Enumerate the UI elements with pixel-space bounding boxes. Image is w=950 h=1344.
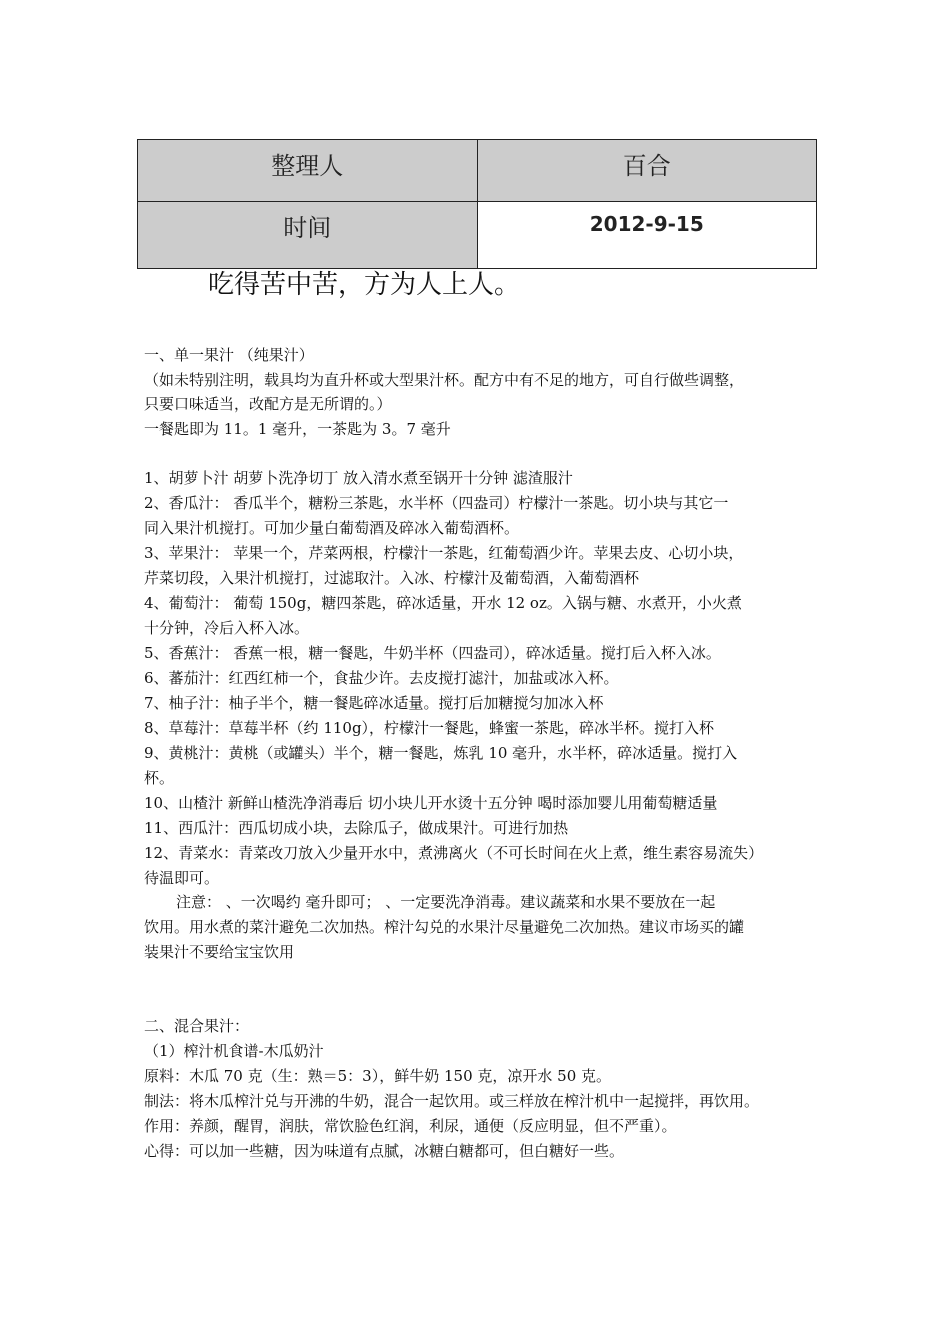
body-line: 只要口味适当，改配方是无所谓的。）	[144, 395, 392, 413]
table-row	[138, 140, 817, 202]
recipe-line: 7、柚子汁：柚子半个，糖一餐匙碎冰适量。搅打后加糖搅匀加冰入杯	[144, 694, 604, 712]
recipe-line: 8、草莓汁：草莓半杯（约 110g），柠檬汁一餐匙，蜂蜜一茶匙，碎冰半杯。搅打入杯	[144, 719, 715, 737]
date-label: 时间	[138, 202, 478, 269]
recipe-line: 6、蕃茄汁：红西红柿一个，食盐少许。去皮搅打滤汁，加盐或冰入杯。	[144, 669, 619, 687]
recipe-title: （1）榨汁机食谱-木瓜奶汁	[144, 1042, 324, 1060]
recipe-line: 4、葡萄汁： 葡萄 150g，糖四茶匙，碎冰适量，开水 12 oz。入锅与糖、水煮开，小火煮	[144, 594, 742, 612]
recipe-line: 2、香瓜汁： 香瓜半个，糖粉三茶匙，水半杯（四盎司）柠檬汁一茶匙。切小块与其它一	[144, 494, 729, 512]
compiler-value: 百合	[477, 140, 817, 202]
recipe-line: 作用：养颜，醒胃，润肤，常饮脸色红润，利尿，通便（反应明显，但不严重）。	[144, 1117, 677, 1135]
body-line: 一餐匙即为 11。1 毫升，一茶匙为 3。7 毫升	[144, 420, 451, 438]
body-line: （如未特别注明，载具均为直升杯或大型果汁杯。配方中有不足的地方，可自行做些调整，	[144, 371, 745, 389]
section-heading-single-juice: 一、单一果汁 （纯果汁）	[144, 346, 314, 364]
table-row	[138, 202, 817, 269]
recipe-line: 10、山楂汁 新鲜山楂洗净消毒后 切小块儿开水烫十五分钟 喝时添加婴儿用葡萄糖适量	[144, 794, 718, 812]
recipe-line: 9、黄桃汁：黄桃（或罐头）半个，糖一餐匙，炼乳 10 毫升，水半杯，碎冰适量。搅打入	[144, 744, 738, 762]
note-line: 注意： 、一次喝约 毫升即可； 、一定要洗净消毒。建议蔬菜和水果不要放在一起	[176, 893, 716, 911]
motto: 吃得苦中苦，方为人上人。	[208, 270, 521, 300]
recipe-line: 同入果汁机搅打。可加少量白葡萄酒及碎冰入葡萄酒杯。	[144, 519, 520, 537]
recipe-line: 原料：木瓜 70 克（生：熟＝5：3），鲜牛奶 150 克，凉开水 50 克。	[144, 1067, 612, 1085]
recipe-line: 杯。	[144, 769, 175, 787]
note-line: 装果汁不要给宝宝饮用	[144, 943, 295, 961]
recipe-line: 芹菜切段，入果汁机搅打，过滤取汁。入冰、柠檬汁及葡萄酒，入葡萄酒杯	[144, 569, 640, 587]
recipe-line: 12、青菜水：青菜改刀放入少量开水中，煮沸离火（不可长时间在火上煮，维生素容易流失）	[144, 844, 764, 862]
recipe-line: 待温即可。	[144, 869, 220, 887]
recipe-line: 3、苹果汁： 苹果一个，芹菜两根，柠檬汁一茶匙，红葡萄酒少许。苹果去皮、心切小块，	[144, 544, 744, 562]
date-value: 2012-9-15	[477, 202, 817, 269]
recipe-line: 5、香蕉汁： 香蕉一根，糖一餐匙，牛奶半杯（四盎司），碎冰适量。搅打后入杯入冰。	[144, 644, 721, 662]
recipe-line: 1、胡萝卜汁 胡萝卜洗净切丁 放入清水煮至锅开十分钟 滤渣服汁	[144, 469, 573, 487]
section-heading-mixed-juice: 二、混合果汁：	[144, 1017, 250, 1035]
recipe-line: 11、西瓜汁：西瓜切成小块，去除瓜子，做成果汁。可进行加热	[144, 819, 569, 837]
note-line: 饮用。用水煮的菜汁避免二次加热。榨汁勾兑的水果汁尽量避免二次加热。建议市场买的罐	[144, 918, 745, 936]
info-table	[137, 139, 817, 269]
compiler-label: 整理人	[138, 140, 478, 202]
recipe-line: 制法：将木瓜榨汁兑与开沸的牛奶，混合一起饮用。或三样放在榨汁机中一起搅拌，再饮用。	[144, 1092, 760, 1110]
recipe-line: 心得：可以加一些糖，因为味道有点腻，冰糖白糖都可，但白糖好一些。	[144, 1142, 625, 1160]
recipe-line: 十分钟，冷后入杯入冰。	[144, 619, 310, 637]
